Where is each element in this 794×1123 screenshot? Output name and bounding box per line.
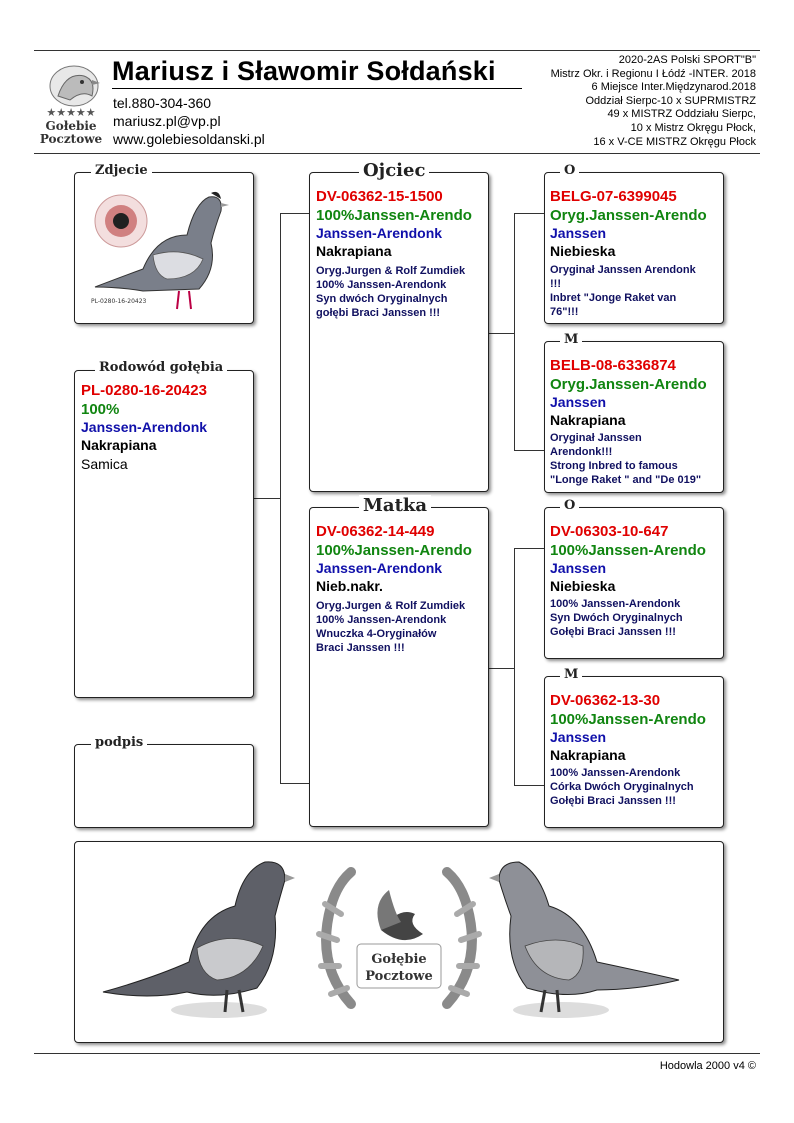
note-line: Arendonk!!!	[550, 446, 613, 458]
mm-color: Nakrapiana	[550, 747, 626, 763]
note-line: 100% Janssen-Arendonk	[316, 279, 447, 291]
note-line: Inbret "Jonge Raket van	[550, 292, 677, 304]
mf-color: Niebieska	[550, 578, 616, 594]
connector	[514, 450, 544, 451]
mm-strain: 100%Janssen-Arendo	[550, 711, 706, 728]
mf-box	[544, 507, 724, 659]
note-line: Oryginał Janssen Arendonk	[550, 264, 696, 276]
father-color: Nakrapiana	[316, 243, 392, 259]
father-strain: 100%Janssen-Arendo	[316, 207, 472, 224]
logo-line-1: Gołebie	[45, 119, 97, 133]
connector	[253, 498, 280, 499]
banner-logo-line-2: Pocztowe	[365, 969, 433, 984]
achievement-item: Mistrz Okr. i Regionu I Łódź -INTER. 2018	[550, 67, 756, 80]
note-line: Syn dwóch Oryginalnych	[316, 293, 448, 305]
mf-caption: O	[560, 498, 579, 513]
achievements-list	[551, 54, 756, 149]
connector	[514, 548, 515, 785]
ff-box	[544, 172, 724, 324]
note-line: Gołębi Braci Janssen !!!	[550, 626, 676, 638]
golebie-pocztowe-logo-icon	[311, 854, 487, 1030]
note-line: Wnuczka 4-Oryginałów	[316, 628, 437, 640]
achievement-item: 16 x V-CE MISTRZ Okręgu Płock	[593, 135, 756, 148]
bird-color: Nakrapiana	[81, 437, 157, 453]
connector	[280, 213, 309, 214]
logo-line-2: Pocztowe	[39, 132, 103, 146]
mother-ring: DV-06362-14-449	[316, 523, 435, 540]
breeder-name: Mariusz i Sławomir Sołdański	[112, 56, 496, 86]
note-line: !!!	[550, 278, 561, 290]
mother-caption: Matka	[359, 495, 431, 516]
footer-rule	[34, 1053, 760, 1054]
fm-color: Nakrapiana	[550, 412, 626, 428]
connector	[280, 213, 281, 783]
bird-box	[74, 370, 254, 698]
father-notes	[316, 264, 486, 320]
mm-caption: M	[560, 667, 582, 682]
achievement-item: 2020-2AS Polski SPORT"B"	[618, 54, 756, 66]
mf-notes	[550, 597, 720, 639]
header-top-rule	[34, 50, 760, 51]
mf-ring: DV-06303-10-647	[550, 523, 669, 540]
pigeon-right-icon	[487, 850, 683, 1030]
connector	[488, 668, 514, 669]
phone-text: tel.880-304-360	[113, 95, 212, 111]
mother-line: Janssen-Arendonk	[316, 560, 443, 576]
connector	[514, 213, 544, 214]
bird-sex: Samica	[81, 456, 128, 472]
fm-line: Janssen	[550, 394, 607, 410]
photo-box	[74, 172, 254, 324]
mm-line: Janssen	[550, 729, 607, 745]
header-bottom-rule	[34, 153, 760, 154]
fm-box	[544, 341, 724, 493]
banner-box	[74, 841, 724, 1043]
note-line: Braci Janssen !!!	[316, 642, 405, 654]
note-line: Oryg.Jurgen & Rolf Zumdiek	[316, 265, 466, 277]
mother-notes	[316, 599, 486, 655]
mm-notes	[550, 766, 720, 808]
fm-notes	[550, 431, 720, 487]
note-line: Strong Inbred to famous	[550, 460, 678, 472]
father-ring: DV-06362-15-1500	[316, 188, 443, 205]
achievement-item: 10 x Mistrz Okręgu Płock,	[630, 121, 756, 134]
mm-box	[544, 676, 724, 828]
note-line: Córka Dwóch Oryginalnych	[550, 781, 694, 793]
ff-ring: BELG-07-6399045	[550, 188, 677, 205]
ff-color: Niebieska	[550, 243, 616, 259]
bird-line: Janssen-Arendonk	[81, 419, 208, 435]
bird-ring: PL-0280-16-20423	[81, 382, 207, 399]
svg-text:★★★★★: ★★★★★	[46, 106, 96, 119]
website-text: www.golebiesoldanski.pl	[113, 131, 265, 147]
note-line: Oryginał Janssen	[550, 432, 642, 444]
pigeon-left-icon	[99, 850, 295, 1030]
achievement-item: 6 Miejsce Inter.Międzynarod.2018	[591, 81, 756, 94]
banner-logo-line-1: Gołębie	[371, 952, 427, 967]
fm-ring: BELB-08-6336874	[550, 357, 676, 374]
connector	[280, 783, 309, 784]
note-line: "Longe Raket " and "De 019"	[550, 474, 702, 486]
note-line: gołębi Braci Janssen !!!	[316, 307, 441, 319]
mother-color: Nieb.nakr.	[316, 578, 383, 594]
connector	[514, 213, 515, 450]
title-underline	[112, 88, 522, 89]
header-logo-text	[36, 120, 106, 146]
photo-ring-label: PL-0280-16-20423	[91, 298, 147, 305]
mm-ring: DV-06362-13-30	[550, 692, 661, 709]
ff-line: Janssen	[550, 225, 607, 241]
email-text: mariusz.pl@vp.pl	[113, 113, 221, 129]
father-caption: Ojciec	[359, 160, 429, 181]
note-line: Oryg.Jurgen & Rolf Zumdiek	[316, 600, 466, 612]
connector	[514, 548, 544, 549]
father-box	[309, 172, 489, 492]
mother-strain: 100%Janssen-Arendo	[316, 542, 472, 559]
note-line: Gołębi Braci Janssen !!!	[550, 795, 676, 807]
connector	[488, 333, 514, 334]
note-line: 100% Janssen-Arendonk	[316, 614, 447, 626]
signature-box	[74, 744, 254, 828]
father-line: Janssen-Arendonk	[316, 225, 443, 241]
connector	[514, 785, 544, 786]
achievement-item: Oddział Sierpc-10 x SUPRMISTRZ	[585, 94, 756, 107]
bird-caption: Rodowód gołębia	[95, 360, 227, 375]
fm-strain: Oryg.Janssen-Arendo	[550, 376, 707, 393]
footer-text: Hodowla 2000 v4 ©	[659, 1060, 756, 1072]
signature-caption: podpis	[91, 735, 147, 750]
photo-caption: Zdjecie	[91, 163, 152, 178]
bird-strain: 100%	[81, 401, 120, 418]
mother-box	[309, 507, 489, 827]
ff-caption: O	[560, 163, 579, 178]
pigeon-photo-icon	[83, 183, 245, 317]
note-line: 76"!!!	[550, 306, 579, 318]
achievement-item: 49 x MISTRZ Oddziału Sierpc,	[607, 108, 756, 121]
ff-strain: Oryg.Janssen-Arendo	[550, 207, 707, 224]
note-line: 100% Janssen-Arendonk	[550, 767, 681, 779]
fm-caption: M	[560, 332, 582, 347]
mf-line: Janssen	[550, 560, 607, 576]
ff-notes	[550, 263, 720, 319]
note-line: Syn Dwóch Oryginalnych	[550, 612, 683, 624]
note-line: 100% Janssen-Arendonk	[550, 598, 681, 610]
mf-strain: 100%Janssen-Arendo	[550, 542, 706, 559]
